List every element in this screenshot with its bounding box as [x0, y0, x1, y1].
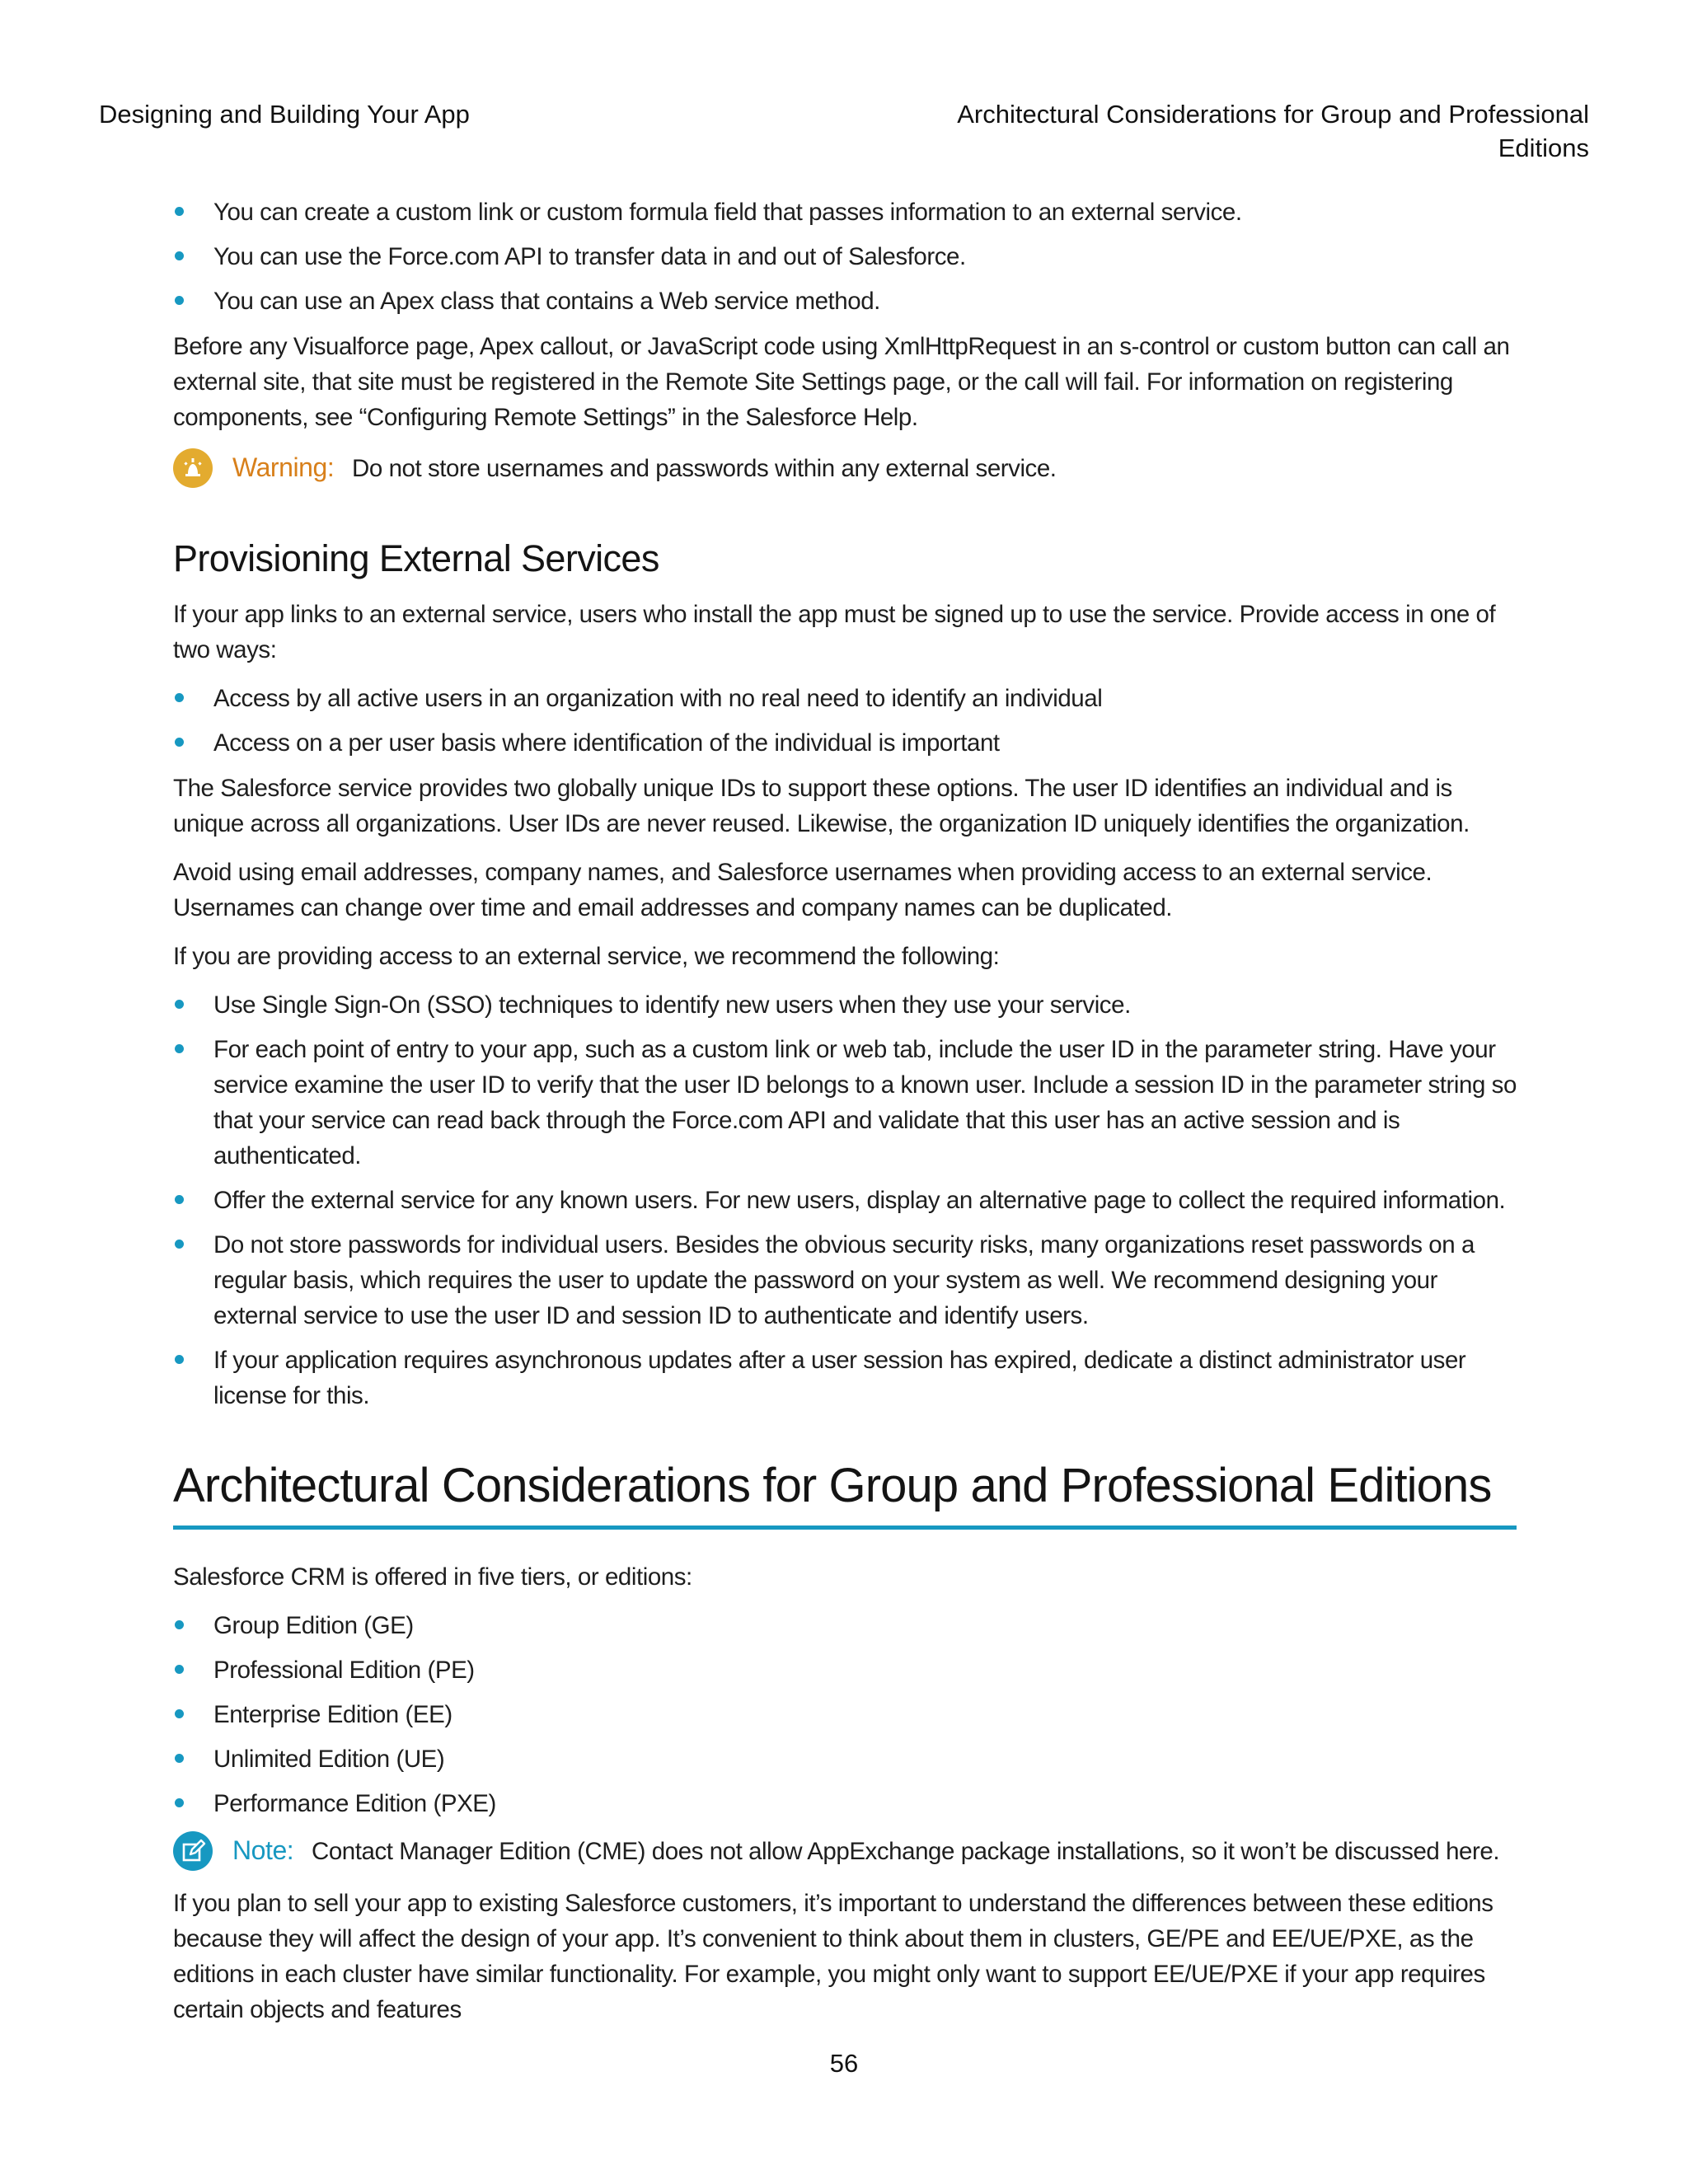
bullet-icon — [175, 738, 184, 747]
list-item-text: Group Edition (GE) — [213, 1612, 414, 1639]
intro-bullet-list — [173, 194, 1517, 319]
bullet-icon — [175, 1044, 184, 1053]
list-item — [173, 1227, 1517, 1333]
bullet-icon — [175, 1709, 184, 1718]
page-number: 56 — [829, 2049, 859, 2078]
avoid-usernames-paragraph: Avoid using email addresses, company names, and Salesforce usernames when providing access to an external service. Usernames can change over time and email addresses and company names can be duplicated. — [173, 859, 1432, 921]
list-item — [173, 1608, 1517, 1643]
unique-ids-paragraph: The Salesforce service provides two globally unique IDs to support these options. The user ID identifies an individual and is unique across all organizations. User IDs are never reused. Likewise, the organization ID uniquely identifies the organization. — [173, 775, 1470, 837]
editions-intro: Salesforce CRM is offered in five tiers, or editions: — [173, 1563, 692, 1591]
bullet-icon — [175, 1240, 184, 1249]
warning-icon — [173, 448, 213, 488]
list-item-text: Professional Edition (PE) — [213, 1657, 475, 1684]
list-item — [173, 1652, 1517, 1688]
remote-site-paragraph: Before any Visualforce page, Apex callout, or JavaScript code using XmlHttpRequest in an s-control or custom button can call an external site, that site must be registered in the Remote Site Settings page, or the call will fail. For information on registering components, see “Configuring Remote Settings” in the Salesforce Help. — [173, 333, 1510, 431]
list-item-text: You can create a custom link or custom formula field that passes information to an external service. — [213, 199, 1242, 226]
editions-closing-paragraph: If you plan to sell your app to existing Salesforce customers, it’s important to understand the differences between these editions because they will affect the design of your app. It’s convenient to think about them in clusters, GE/PE and EE/UE/PXE, as the editions in each cluster have similar functionality. For example, you might only want to support EE/UE/PXE if your app requires certain objects and features — [173, 1890, 1493, 2023]
bullet-icon — [175, 251, 184, 260]
list-item — [173, 284, 1517, 319]
list-item — [173, 194, 1517, 230]
warning-callout — [173, 448, 1517, 488]
bullet-icon — [175, 296, 184, 305]
note-callout — [173, 1831, 1517, 1871]
bullet-icon — [175, 1000, 184, 1009]
header-section-title — [930, 97, 1589, 165]
note-icon — [173, 1831, 213, 1871]
list-item-text: Performance Edition (PXE) — [213, 1790, 496, 1817]
header-section-title-line1: Architectural Considerations for Group and Professional — [957, 100, 1589, 129]
list-item-text: Access by all active users in an organization with no real need to identify an individual — [213, 685, 1103, 712]
recommend-intro: If you are providing access to an external service, we recommend the following: — [173, 943, 1000, 970]
heading-rule — [173, 1526, 1517, 1530]
list-item-text: For each point of entry to your app, such as a custom link or web tab, include the user ID in the parameter string. Have your service examine the user ID to verify that the user ID belongs to a known user. Include a session ID in the parameter string so that your service can read back through the Force.com API and validate that this user has an active session and is authenticated. — [213, 1036, 1517, 1169]
list-item — [173, 1032, 1517, 1174]
list-item-text: Offer the external service for any known users. For new users, display an alternative page to collect the required information. — [213, 1187, 1506, 1214]
list-item — [173, 1741, 1517, 1777]
bullet-icon — [175, 1754, 184, 1763]
list-item-text: Enterprise Edition (EE) — [213, 1701, 452, 1728]
list-item-text: You can use the Force.com API to transfer data in and out of Salesforce. — [213, 243, 966, 270]
editions-heading: Architectural Considerations for Group and Professional Editions — [173, 1459, 1492, 1512]
header-section-title-line2: Editions — [1498, 134, 1589, 162]
list-item-text: You can use an Apex class that contains a Web service method. — [213, 288, 880, 315]
provisioning-intro: If your app links to an external service, users who install the app must be signed up to use the service. Provide access in one of two ways: — [173, 601, 1496, 663]
list-item-text: If your application requires asynchronous updates after a user session has expired, dedicate a distinct administrator user license for this. — [213, 1347, 1466, 1409]
provisioning-heading: Provisioning External Services — [173, 537, 659, 579]
access-ways-list — [173, 681, 1517, 761]
recommendations-list — [173, 987, 1517, 1413]
list-item-text: Do not store passwords for individual users. Besides the obvious security risks, many organizations reset passwords on a regular basis, which requires the user to update the password on your system as well. We recommend designing your external service to use the user ID and session ID to authenticate and identify users. — [213, 1231, 1475, 1329]
main-content — [173, 194, 1517, 2041]
list-item — [173, 1183, 1517, 1218]
list-item — [173, 681, 1517, 716]
bullet-icon — [175, 1195, 184, 1204]
list-item — [173, 1343, 1517, 1413]
list-item-text: Use Single Sign-On (SSO) techniques to identify new users when they use your service. — [213, 991, 1131, 1019]
list-item-text: Access on a per user basis where identification of the individual is important — [213, 729, 1000, 757]
bullet-icon — [175, 1798, 184, 1807]
warning-text: Do not store usernames and passwords within any external service. — [352, 455, 1057, 482]
note-label: Note: — [232, 1835, 294, 1865]
editions-list — [173, 1608, 1517, 1821]
warning-label: Warning: — [232, 452, 335, 482]
bullet-icon — [175, 207, 184, 216]
header-chapter-title: Designing and Building Your App — [99, 100, 470, 129]
list-item — [173, 987, 1517, 1023]
bullet-icon — [175, 693, 184, 702]
list-item — [173, 725, 1517, 761]
list-item — [173, 1697, 1517, 1732]
bullet-icon — [175, 1665, 184, 1674]
bullet-icon — [175, 1355, 184, 1364]
list-item — [173, 1786, 1517, 1821]
bullet-icon — [175, 1620, 184, 1629]
note-text: Contact Manager Edition (CME) does not allow AppExchange package installations, so it won’t be discussed here. — [312, 1838, 1500, 1865]
list-item-text: Unlimited Edition (UE) — [213, 1746, 445, 1773]
list-item — [173, 239, 1517, 274]
